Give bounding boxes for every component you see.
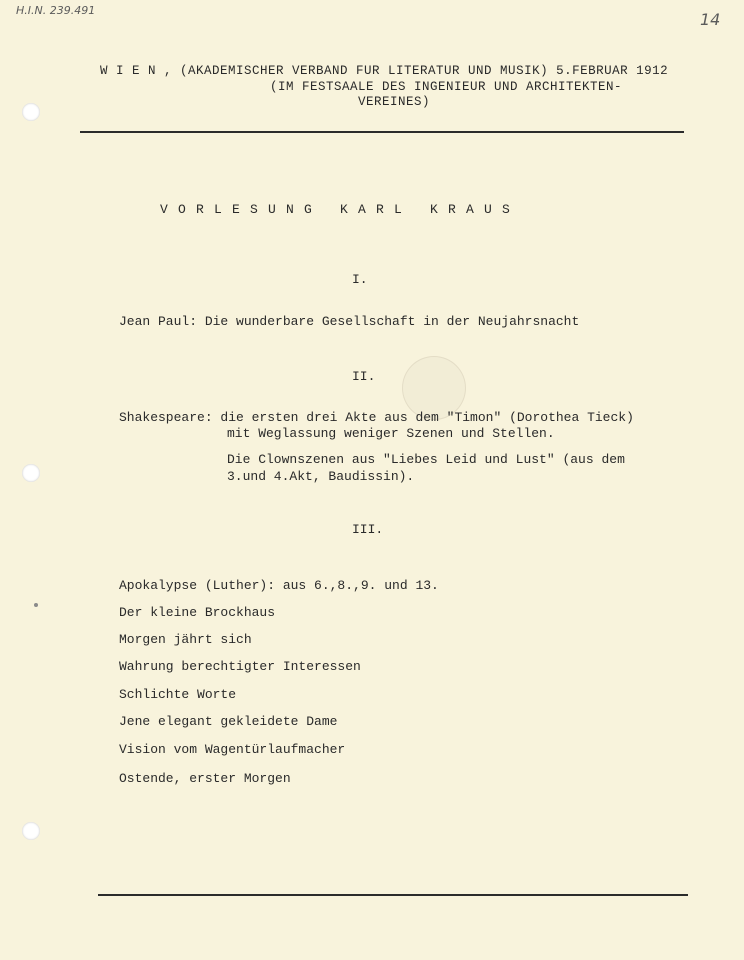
section-3-line-2: Der kleine Brockhaus [119, 605, 276, 620]
section-2-line-3: Die Clownszenen aus "Liebes Leid und Lust" (aus dem [227, 452, 625, 467]
section-3-line-5: Schlichte Worte [119, 687, 237, 702]
section-3-line-6: Jene elegant gekleidete Dame [119, 714, 338, 729]
punch-hole-top [22, 103, 40, 121]
section-3-line-8: Ostende, erster Morgen [119, 771, 291, 786]
section-3-line-1: Apokalypse (Luther): aus 6.,8.,9. und 13. [119, 578, 439, 593]
section-2-line-2: mit Weglassung weniger Szenen und Stellen. [227, 426, 555, 441]
section-3-line-7: Vision vom Wagentürlaufmacher [119, 742, 346, 757]
punch-hole-middle [22, 464, 40, 482]
archive-signature: H.I.N. 239.491 [16, 4, 96, 17]
header-line-1: W I E N , (AKADEMISCHER VERBAND FUR LITERATUR UND MUSIK) 5.FEBRUAR 1912 [100, 64, 669, 78]
section-3-line-4: Wahrung berechtigter Interessen [119, 659, 361, 674]
section-1-line-1: Jean Paul: Die wunderbare Gesellschaft in der Neujahrsnacht [119, 314, 580, 329]
section-numeral-1: I. [352, 272, 368, 287]
section-3-line-3: Morgen jährt sich [119, 632, 252, 647]
section-2-line-1: Shakespeare: die ersten drei Akte aus dem "Timon" (Dorothea Tieck) [119, 410, 634, 425]
header-line-3: VEREINES) [358, 95, 431, 109]
section-2-line-4: 3.und 4.Akt, Baudissin). [227, 469, 415, 484]
header-line-2: (IM FESTSAALE DES INGENIEUR UND ARCHITEKTEN- [270, 80, 623, 94]
page-title: V O R L E S U N G K A R L K R A U S [160, 202, 512, 217]
bottom-divider [98, 894, 688, 896]
page-number: 14 [700, 10, 721, 29]
section-numeral-3: III. [352, 522, 384, 537]
section-numeral-2: II. [352, 369, 376, 384]
punch-hole-bottom [22, 822, 40, 840]
top-divider [80, 131, 684, 133]
paper-speck [34, 603, 38, 607]
